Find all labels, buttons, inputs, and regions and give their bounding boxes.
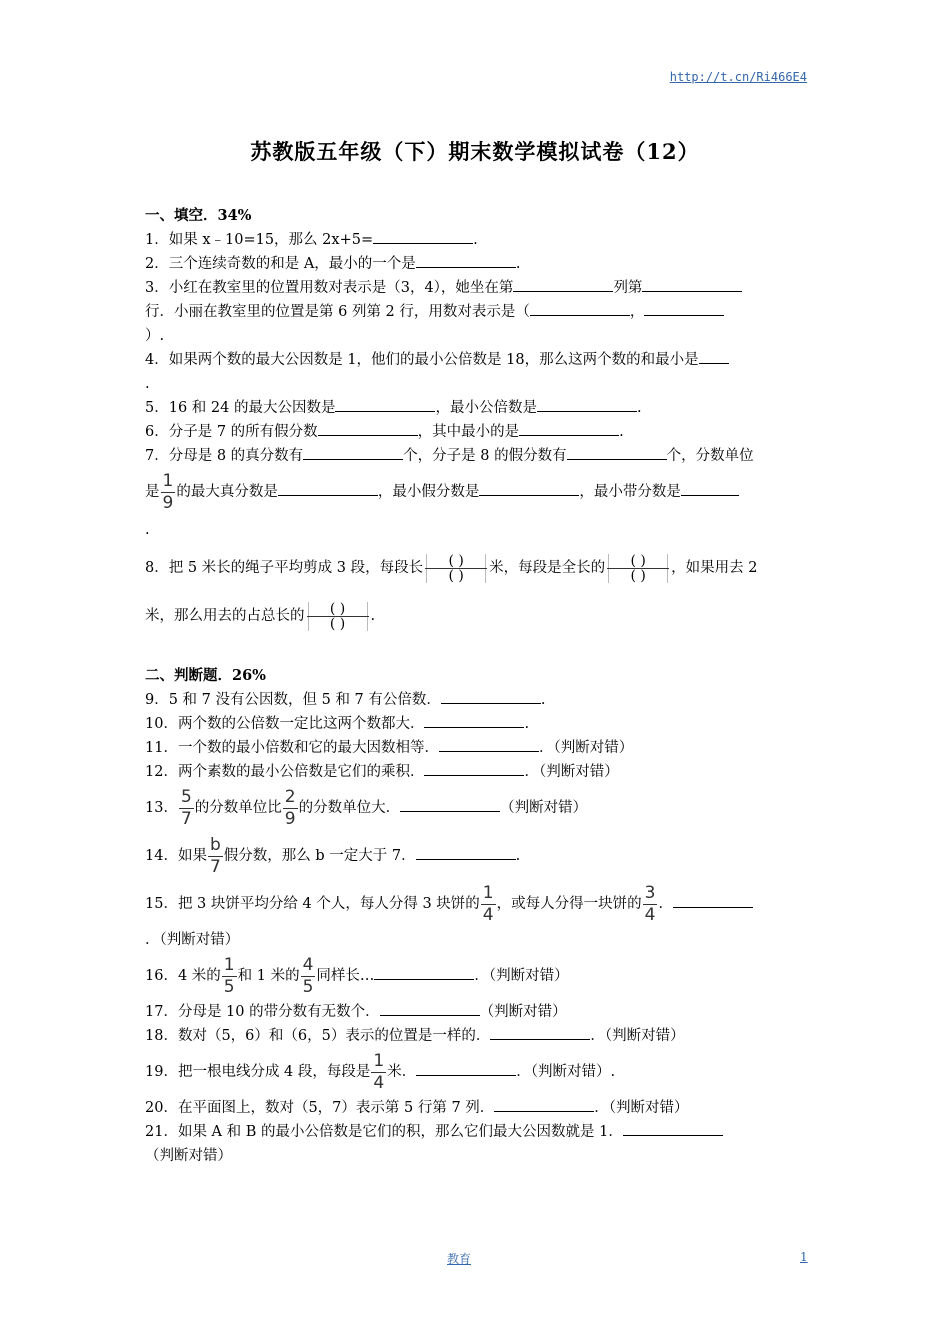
answer-blank[interactable] (335, 397, 435, 412)
question-14: 14．如果 $\frac{b}{7}$ 假分数，那么 b 一定大于 7． . (145, 834, 521, 877)
answer-blank[interactable] (673, 893, 753, 908)
question-16: 16．4 米的 $\frac{1}{5}$ 和 1 米的 $\frac{4}{5}$ 同样长… ．（判断对错） (145, 954, 569, 997)
question-15-end: ．（判断对错） (145, 932, 240, 948)
fraction-five-sevenths: $\frac{5}{7}$ (180, 786, 192, 829)
page-number: 1 (800, 1250, 808, 1264)
answer-blank[interactable] (699, 349, 729, 364)
question-1: 1．如果 x﹣10=15，那么 2x+5= . (145, 228, 810, 252)
answer-blank[interactable] (494, 1097, 594, 1112)
section-heading: 一、填空．34% (145, 207, 252, 224)
answer-blank[interactable] (623, 1121, 723, 1136)
question-10: 10．两个数的公倍数一定比这两个数都大． . (145, 712, 810, 736)
question-2: 2．三个连续奇数的和是 A，最小的一个是 . (145, 252, 810, 276)
question-13: 13． $\frac{5}{7}$ 的分数单位比 $\frac{2}{9}$ 的分数单位大． （判断对错） (145, 786, 588, 829)
fraction-four-fifths: $\frac{4}{5}$ (302, 954, 314, 997)
question-8-cont: 米，那么用去的占总长的 ( ) ( ) . (145, 600, 376, 632)
answer-blank[interactable] (416, 253, 516, 268)
section-heading: 二、判断题．26% (145, 667, 266, 684)
answer-blank[interactable] (373, 229, 473, 244)
question-7-end: . (145, 522, 150, 538)
fraction-one-fifth: $\frac{1}{5}$ (223, 954, 235, 997)
answer-blank[interactable] (642, 277, 742, 292)
question-11: 11．一个数的最小倍数和它的最大因数相等． ．（判断对错） (145, 736, 810, 760)
question-7-cont: 是 $\frac{1}{9}$ 的最大真分数是 ，最小假分数是 ，最小带分数是 (145, 468, 810, 516)
question-3-end: ）. (145, 328, 165, 344)
fraction-three-quarters: $\frac{3}{4}$ (644, 882, 656, 925)
fraction-two-ninths: $\frac{2}{9}$ (284, 786, 296, 829)
answer-blank[interactable] (303, 445, 403, 460)
fraction-answer-box[interactable]: ( ) ( ) (307, 602, 369, 631)
question-9: 9．5 和 7 没有公因数，但 5 和 7 有公倍数． . (145, 688, 810, 712)
answer-blank[interactable] (416, 1061, 516, 1076)
question-8: 8．把 5 米长的绳子平均剪成 3 段，每段长 ( ) ( ) 米，每段是全长的 ( ) ( ) ，如果用去 2 (145, 552, 758, 584)
question-18: 18．数对（5，6）和（6，5）表示的位置是一样的． ．（判断对错） (145, 1024, 810, 1048)
answer-blank[interactable] (374, 965, 474, 980)
fraction-one-quarter: $\frac{1}{4}$ (482, 882, 494, 925)
answer-blank[interactable] (519, 421, 619, 436)
answer-blank[interactable] (380, 1001, 480, 1016)
question-3: 3．小红在教室里的位置用数对表示是（3，4），她坐在第 列第 (145, 276, 810, 300)
answer-blank[interactable] (424, 713, 524, 728)
question-17: 17．分母是 10 的带分数有无数个． （判断对错） (145, 1000, 810, 1024)
question-19: 19．把一根电线分成 4 段，每段是 $\frac{1}{4}$ 米． ．（判断对错）. (145, 1050, 616, 1093)
question-21: 21．如果 A 和 B 的最小公倍数是它们的积，那么它们最大公因数就是 1． (145, 1120, 810, 1144)
answer-blank[interactable] (644, 301, 724, 316)
question-6: 6．分子是 7 的所有假分数 ，其中最小的是 . (145, 420, 810, 444)
footer-link[interactable]: 教育 (447, 1252, 472, 1266)
answer-blank[interactable] (439, 737, 539, 752)
answer-blank[interactable] (537, 397, 637, 412)
answer-blank[interactable] (681, 481, 739, 496)
answer-blank[interactable] (400, 797, 500, 812)
answer-blank[interactable] (424, 761, 524, 776)
fraction-answer-box[interactable]: ( ) ( ) (425, 554, 487, 583)
answer-blank[interactable] (278, 481, 378, 496)
fraction-b-sevenths: $\frac{b}{7}$ (209, 834, 221, 877)
question-7: 7．分母是 8 的真分数有 个，分子是 8 的假分数有 个，分数单位 (145, 444, 810, 468)
question-12: 12．两个素数的最小公倍数是它们的乘积． ．（判断对错） (145, 760, 810, 784)
question-20: 20．在平面图上，数对（5，7）表示第 5 行第 7 列． ．（判断对错） (145, 1096, 810, 1120)
question-3-cont: 行．小丽在教室里的位置是第 6 列第 2 行，用数对表示是（ ， (145, 300, 810, 324)
answer-blank[interactable] (490, 1025, 590, 1040)
page-title: 苏教版五年级（下）期末数学模拟试卷（12） (250, 139, 700, 164)
answer-blank[interactable] (530, 301, 630, 316)
answer-blank[interactable] (479, 481, 579, 496)
fraction-one-ninth: $\frac{1}{9}$ (162, 470, 174, 513)
question-5: 5．16 和 24 的最大公因数是 ，最小公倍数是 . (145, 396, 810, 420)
answer-blank[interactable] (513, 277, 613, 292)
fraction-one-quarter: $\frac{1}{4}$ (373, 1050, 385, 1093)
exam-content (145, 200, 810, 1168)
question-4-end: . (145, 376, 150, 392)
question-15: 15．把 3 块饼平均分给 4 个人，每人分得 3 块饼的 $\frac{1}{4}$ ，或每人分得一块饼的 $\frac{3}{4}$ ． (145, 880, 810, 928)
fraction-answer-box[interactable]: ( ) ( ) (607, 554, 669, 583)
answer-blank[interactable] (318, 421, 418, 436)
question-21-end: （判断对错） (145, 1148, 232, 1164)
question-4: 4．如果两个数的最大公因数是 1，他们的最小公倍数是 18，那么这两个数的和最小是 (145, 348, 810, 372)
answer-blank[interactable] (416, 845, 516, 860)
header-link[interactable]: http://t.cn/Ri466E4 (669, 70, 807, 84)
answer-blank[interactable] (567, 445, 667, 460)
answer-blank[interactable] (441, 689, 541, 704)
